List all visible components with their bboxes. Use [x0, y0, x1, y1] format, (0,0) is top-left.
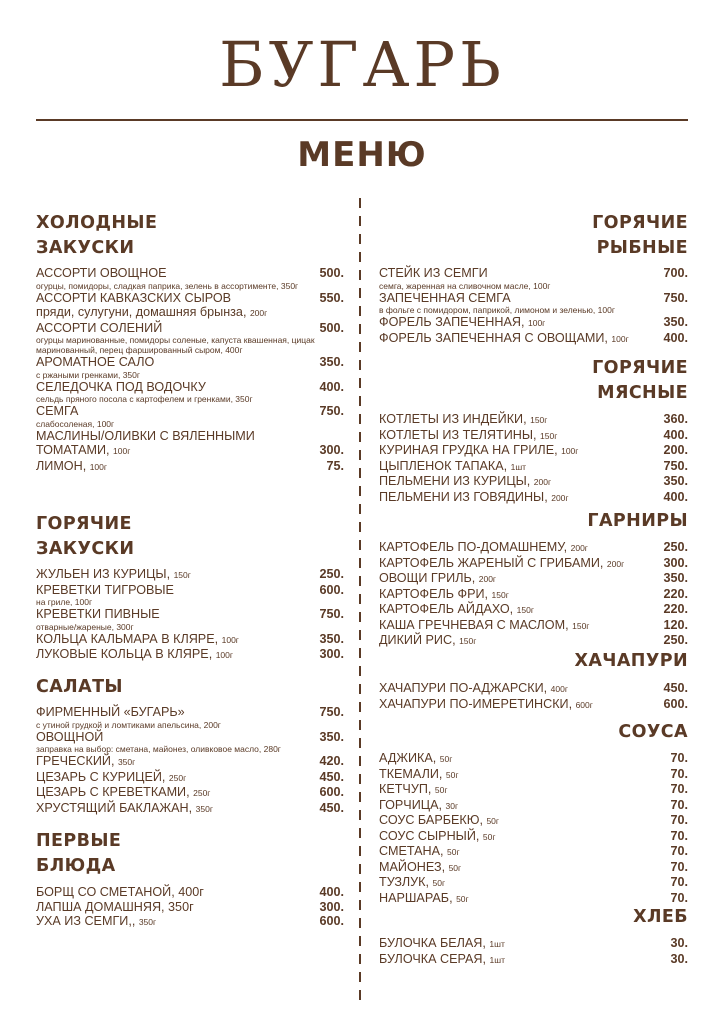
item-name: ЦЕЗАРЬ С КУРИЦЕЙ	[36, 769, 162, 784]
menu-item	[379, 587, 688, 603]
item-price: 75.	[326, 458, 344, 473]
item-size: 150г	[459, 636, 477, 646]
item-size: 50г	[439, 754, 453, 764]
item-size: 50г	[434, 785, 448, 795]
item-size: 350г	[117, 757, 136, 767]
menu-item	[36, 900, 344, 915]
section-title-hot-snacks: ГОРЯЧИЕ ЗАКУСКИ	[36, 514, 135, 559]
menu-item	[36, 321, 344, 356]
item-price: 300.	[319, 647, 344, 661]
item-name: ТУЗЛУК	[379, 875, 426, 889]
item-name-wrap: ГРЕЧЕСКИЙ, 350г	[36, 754, 136, 768]
item-name-wrap: КЕТЧУП, 50г	[379, 782, 448, 796]
item-size: 100г	[215, 650, 233, 660]
item-size: 200г	[533, 477, 552, 487]
item-name: СОУС СЫРНЫЙ	[379, 828, 476, 843]
item-price: 400.	[319, 885, 344, 899]
item-name-wrap: КАРТОФЕЛЬ ЖАРЕНЫЙ С ГРИБАМИ, 200г	[379, 555, 625, 570]
section-title-first-courses: ПЕРВЫЕ БЛЮДА	[36, 831, 122, 876]
item-price: 300.	[319, 899, 344, 914]
section-title-cold-snacks: ХОЛОДНЫЕ ЗАКУСКИ	[36, 213, 158, 258]
menu-item	[36, 754, 344, 770]
item-name: ЗАПЕЧЕННАЯ СЕМГА	[379, 290, 511, 305]
item-name-wrap: ТОМАТАМИ, 100г	[36, 443, 131, 457]
menu-item	[379, 782, 688, 798]
item-size: 50г	[448, 862, 462, 873]
items-hot-snacks	[36, 567, 344, 663]
item-price: 450.	[319, 769, 344, 784]
item-size: 1шт	[510, 461, 527, 472]
menu-item	[379, 443, 688, 459]
menu-item	[379, 633, 688, 649]
menu-item	[36, 914, 344, 930]
menu-item	[379, 813, 688, 829]
item-name-wrap: СМЕТАНА, 50г	[379, 844, 460, 858]
item-price: 400.	[663, 427, 688, 442]
item-size: 1шт	[489, 939, 505, 949]
menu-item	[379, 474, 688, 490]
item-name: БУЛОЧКА БЕЛАЯ	[379, 936, 483, 950]
item-name: ОВОЩИ ГРИЛЬ	[379, 571, 472, 585]
header-divider	[36, 119, 688, 121]
item-name-wrap	[36, 321, 162, 336]
menu-item	[379, 331, 688, 347]
items-first-courses	[36, 885, 344, 930]
brand-logo: БУГАРЬ	[219, 28, 505, 101]
item-name: ХАЧАПУРИ ПО-ИМЕРЕТИНСКИ	[379, 696, 569, 711]
items-khachapuri	[379, 681, 688, 712]
item-name: ПЕЛЬМЕНИ ИЗ КУРИЦЫ	[379, 474, 527, 488]
menu-item	[379, 266, 688, 291]
item-name-wrap	[36, 404, 78, 419]
item-description: на гриле, 100г	[36, 597, 93, 607]
item-name-wrap: БУЛОЧКА СЕРАЯ, 1шт	[379, 951, 505, 966]
item-description: в фольге с помидором, паприкой, лимоном и зеленью, 100г	[379, 305, 615, 315]
item-price: 750.	[663, 458, 688, 473]
item-name: КАША ГРЕЧНЕВАЯ С МАСЛОМ	[379, 617, 566, 632]
item-size: 150г	[516, 605, 534, 615]
item-name-wrap	[36, 900, 194, 915]
items-garnish	[379, 540, 688, 649]
items-hot-fish	[379, 266, 688, 346]
menu-item	[36, 404, 344, 429]
item-name-wrap	[36, 266, 167, 281]
item-price: 350.	[319, 355, 344, 369]
menu-item	[36, 647, 344, 663]
item-description: сельдь пряного посола с картофелем и гренками, 350г	[36, 394, 253, 404]
menu-item	[36, 380, 344, 405]
item-size: 150г	[540, 430, 558, 441]
menu-item	[36, 459, 344, 475]
item-name: БОРЩ СО СМЕТАНОЙ, 400г	[36, 885, 204, 899]
item-name-wrap: пряди, сулугуни, домашняя брынза, 200г	[36, 305, 268, 319]
item-size: 250г	[193, 788, 211, 798]
item-name-wrap: ПЕЛЬМЕНИ ИЗ ГОВЯДИНЫ, 200г	[379, 489, 569, 504]
menu-item	[379, 767, 688, 783]
menu-item	[379, 829, 688, 845]
item-description: семга, жаренная на сливочном масле, 100г	[379, 280, 551, 291]
menu-item	[36, 291, 344, 321]
menu-item	[36, 705, 344, 730]
item-price: 750.	[663, 290, 688, 305]
menu-item	[36, 885, 344, 900]
item-name: АССОРТИ ОВОЩНОЕ	[36, 266, 167, 280]
item-name: МАСЛИНЫ/ОЛИВКИ С ВЯЛЕННЫМИ	[36, 428, 255, 443]
item-name: АССОРТИ СОЛЕНИЙ	[36, 320, 163, 335]
menu-item	[36, 730, 344, 755]
item-name-wrap: ЛИМОН, 100г	[36, 458, 107, 473]
item-price: 300.	[663, 555, 688, 570]
item-name-wrap	[36, 885, 204, 900]
item-size: 100г	[561, 446, 579, 456]
item-size: 250г	[168, 772, 187, 783]
item-name: БУЛОЧКА СЕРАЯ	[379, 951, 483, 966]
menu-item	[379, 697, 688, 713]
item-name-wrap: ОВОЩИ ГРИЛЬ, 200г	[379, 571, 497, 585]
item-name: АССОРТИ КАВКАЗСКИХ СЫРОВ	[36, 290, 232, 305]
item-name-wrap: НАРШАРАБ, 50г	[379, 890, 469, 905]
item-description: заправка на выбор: сметана, майонез, оливковое масло, 280г	[36, 744, 281, 754]
item-price: 250.	[663, 540, 688, 554]
menu-item	[379, 315, 688, 331]
item-price: 70.	[670, 766, 688, 781]
item-price: 350.	[319, 729, 344, 744]
items-cold-snacks	[36, 266, 344, 474]
item-name-wrap: УХА ИЗ СЕМГИ,, 350г	[36, 914, 157, 928]
section-title-khachapuri: ХАЧАПУРИ	[574, 651, 688, 671]
item-name-wrap: ХАЧАПУРИ ПО-АДЖАРСКИ, 400г	[379, 681, 568, 695]
item-size: 350г	[138, 917, 157, 927]
item-price: 220.	[663, 602, 688, 616]
section-title-hot-meat: ГОРЯЧИЕ МЯСНЫЕ	[592, 358, 688, 403]
item-price: 350.	[663, 315, 688, 329]
item-size: 50г	[447, 847, 460, 857]
item-name-wrap	[36, 380, 206, 395]
item-name-wrap: КОЛЬЦА КАЛЬМАРА В КЛЯРЕ, 100г	[36, 631, 239, 646]
item-name-wrap: ТУЗЛУК, 50г	[379, 875, 446, 889]
item-size: 200г	[478, 574, 497, 584]
item-price: 600.	[319, 582, 344, 597]
menu-item	[379, 490, 688, 506]
menu-item	[379, 540, 688, 556]
item-description: с ржаными гренками, 350г	[36, 369, 140, 380]
item-price: 70.	[670, 813, 688, 827]
item-name-wrap: МАЙОНЕЗ, 50г	[379, 859, 462, 874]
item-description: слабосоленая, 100г	[36, 418, 115, 429]
item-name: КЕТЧУП	[379, 782, 428, 796]
item-price: 300.	[319, 443, 344, 457]
item-name-wrap: ЦЕЗАРЬ С КРЕВЕТКАМИ, 250г	[36, 785, 211, 799]
item-price: 750.	[319, 607, 344, 621]
item-size: 50г	[456, 893, 469, 904]
item-name-wrap	[379, 291, 511, 306]
item-name: УХА ИЗ СЕМГИ,	[36, 914, 132, 928]
item-name: КАРТОФЕЛЬ ЖАРЕНЫЙ С ГРИБАМИ	[379, 555, 600, 570]
section-title-sauces: СОУСА	[618, 722, 688, 742]
item-name: АРОМАТНОЕ САЛО	[36, 355, 155, 369]
item-name: КОЛЬЦА КАЛЬМАРА В КЛЯРЕ	[36, 631, 215, 646]
item-name: ЛИМОН	[36, 458, 83, 473]
item-price: 500.	[319, 266, 344, 280]
item-name: СМЕТАНА	[379, 844, 441, 858]
item-name: СТЕЙК ИЗ СЕМГИ	[379, 266, 488, 280]
item-name-wrap: СОУС СЫРНЫЙ, 50г	[379, 828, 496, 843]
menu-item	[379, 459, 688, 475]
item-price: 70.	[670, 890, 688, 905]
item-size: 200г	[551, 492, 569, 503]
menu-item	[379, 952, 688, 968]
item-name-wrap	[36, 607, 160, 622]
item-price: 70.	[670, 797, 688, 812]
item-name-wrap: ЛУКОВЫЕ КОЛЬЦА В КЛЯРЕ, 100г	[36, 647, 233, 661]
item-price: 750.	[319, 705, 344, 719]
item-name-wrap: ФОРЕЛЬ ЗАПЕЧЕННАЯ С ОВОЩАМИ, 100г	[379, 330, 629, 345]
item-name: ГРЕЧЕСКИЙ	[36, 754, 111, 768]
item-name-wrap: СОУС БАРБЕКЮ, 50г	[379, 813, 500, 827]
item-price: 600.	[319, 914, 344, 928]
item-name: НАРШАРАБ	[379, 890, 450, 905]
item-name: КРЕВЕТКИ ПИВНЫЕ	[36, 607, 160, 621]
item-price: 750.	[319, 404, 344, 418]
item-name-wrap	[36, 429, 255, 444]
item-size: 1шт	[489, 954, 505, 965]
item-price: 70.	[670, 844, 688, 858]
item-name: ЦЕЗАРЬ С КРЕВЕТКАМИ	[36, 785, 187, 799]
item-name-wrap	[379, 266, 488, 281]
item-price: 400.	[319, 379, 344, 394]
menu-item	[36, 801, 344, 817]
item-name-wrap: ХАЧАПУРИ ПО-ИМЕРЕТИНСКИ, 600г	[379, 696, 593, 711]
item-name-continued: пряди, сулугуни, домашняя брынза	[36, 305, 243, 319]
item-price: 350.	[663, 571, 688, 585]
item-price: 70.	[670, 782, 688, 796]
item-description: с утиной грудкой и ломтиками апельсина, 200г	[36, 719, 221, 730]
item-size: 200г	[570, 543, 588, 553]
item-name-continued: ТОМАТАМИ	[36, 443, 107, 457]
item-name: КАРТОФЕЛЬ АЙДАХО	[379, 602, 510, 616]
item-name-wrap: КАРТОФЕЛЬ ПО-ДОМАШНЕМУ, 200г	[379, 540, 588, 554]
item-price: 450.	[319, 800, 344, 815]
item-price: 400.	[663, 489, 688, 504]
item-description: огурцы, помидоры, сладкая паприка, зелень в ассортименте, 350г	[36, 280, 299, 291]
menu-item	[379, 571, 688, 587]
item-name-wrap: ЦЕЗАРЬ С КУРИЦЕЙ, 250г	[36, 769, 187, 784]
item-size: 100г	[113, 446, 131, 456]
item-price: 200.	[663, 443, 688, 457]
menu-item	[379, 412, 688, 428]
item-name: ХАЧАПУРИ ПО-АДЖАРСКИ	[379, 681, 544, 695]
item-price: 70.	[670, 859, 688, 874]
item-name: ПЕЛЬМЕНИ ИЗ ГОВЯДИНЫ	[379, 489, 545, 504]
menu-item	[36, 785, 344, 801]
item-size: 150г	[491, 589, 509, 600]
item-price: 70.	[670, 875, 688, 889]
item-name: ФОРЕЛЬ ЗАПЕЧЕННАЯ	[379, 315, 521, 329]
section-title-hot-fish: ГОРЯЧИЕ РЫБНЫЕ	[592, 213, 688, 258]
items-hot-meat	[379, 412, 688, 505]
item-description: огурцы маринованные, помидоры соленые, капуста квашенная, цицак маринованный, перец фаршированный сыром, 400г	[36, 335, 315, 355]
item-price: 350.	[663, 474, 688, 488]
item-name-wrap: ХРУСТЯЩИЙ БАКЛАЖАН, 350г	[36, 800, 213, 815]
item-size: 100г	[528, 318, 546, 328]
column-divider	[359, 198, 361, 1006]
menu-item	[36, 567, 344, 583]
item-size: 200г	[606, 558, 625, 569]
item-name: ЖУЛЬЕН ИЗ КУРИЦЫ	[36, 567, 167, 581]
item-name-wrap: БУЛОЧКА БЕЛАЯ, 1шт	[379, 936, 505, 950]
item-name-wrap: ГОРЧИЦА, 30г	[379, 797, 459, 812]
item-name: СЕМГА	[36, 404, 79, 418]
item-name: ОВОЩНОЙ	[36, 729, 104, 744]
item-size: 100г	[611, 333, 629, 344]
item-size: 50г	[445, 769, 459, 780]
item-name-wrap	[36, 355, 154, 370]
items-bread	[379, 936, 688, 967]
item-name-wrap	[36, 291, 231, 306]
menu-item	[379, 936, 688, 952]
item-price: 400.	[663, 330, 688, 345]
section-title-bread: ХЛЕБ	[633, 907, 688, 927]
menu-item	[379, 844, 688, 860]
menu-item	[36, 355, 344, 380]
menu-item	[379, 291, 688, 316]
item-name-wrap: ФОРЕЛЬ ЗАПЕЧЕННАЯ, 100г	[379, 315, 546, 329]
item-size: 600г	[575, 699, 593, 710]
section-title-salads: САЛАТЫ	[36, 677, 123, 697]
menu-item	[379, 860, 688, 876]
section-title-garnish: ГАРНИРЫ	[587, 511, 688, 531]
menu-item	[36, 632, 344, 648]
item-price: 420.	[319, 754, 344, 768]
item-price: 70.	[670, 751, 688, 765]
item-name: КОТЛЕТЫ ИЗ ТЕЛЯТИНЫ	[379, 427, 534, 442]
item-name: ЦЫПЛЕНОК ТАПАКА	[379, 458, 504, 473]
item-price: 500.	[319, 320, 344, 335]
menu-item	[36, 266, 344, 291]
item-price: 600.	[663, 696, 688, 711]
menu-item	[379, 428, 688, 444]
item-name: МАЙОНЕЗ	[379, 859, 442, 874]
item-name-wrap: КАРТОФЕЛЬ ФРИ, 150г	[379, 586, 509, 601]
item-size: 150г	[173, 570, 191, 580]
page-title: МЕНЮ	[297, 135, 427, 175]
item-name: КУРИНАЯ ГРУДКА НА ГРИЛЕ	[379, 443, 555, 457]
item-name: КАРТОФЕЛЬ ПО-ДОМАШНЕМУ	[379, 540, 564, 554]
item-price: 120.	[663, 617, 688, 632]
item-name: ХРУСТЯЩИЙ БАКЛАЖАН	[36, 800, 189, 815]
item-name-wrap	[36, 583, 174, 598]
menu-item	[379, 875, 688, 891]
item-name-wrap: КУРИНАЯ ГРУДКА НА ГРИЛЕ, 100г	[379, 443, 579, 457]
item-name: КАРТОФЕЛЬ ФРИ	[379, 586, 485, 601]
item-name: СЕЛЕДОЧКА ПОД ВОДОЧКУ	[36, 379, 206, 394]
item-price: 360.	[663, 412, 688, 426]
item-name-wrap: КОТЛЕТЫ ИЗ ИНДЕЙКИ, 150г	[379, 412, 548, 426]
item-name-wrap	[36, 730, 103, 745]
menu-item	[379, 751, 688, 767]
menu-item	[36, 770, 344, 786]
item-description: отварные/жареные, 300г	[36, 621, 134, 632]
item-name: ТКЕМАЛИ	[379, 766, 439, 781]
item-size: 150г	[530, 415, 548, 425]
menu-item	[379, 891, 688, 907]
menu-item	[36, 607, 344, 632]
item-price: 600.	[319, 785, 344, 799]
item-name: КОТЛЕТЫ ИЗ ИНДЕЙКИ	[379, 412, 524, 426]
menu-item	[379, 618, 688, 634]
item-size: 350г	[195, 803, 213, 814]
item-name: ЛУКОВЫЕ КОЛЬЦА В КЛЯРЕ	[36, 647, 209, 661]
item-price: 450.	[663, 681, 688, 695]
item-name-wrap: ДИКИЙ РИС, 150г	[379, 633, 477, 647]
item-size: 50г	[432, 878, 446, 888]
item-name: КРЕВЕТКИ ТИГРОВЫЕ	[36, 582, 174, 597]
item-name: ФОРЕЛЬ ЗАПЕЧЕННАЯ С ОВОЩАМИ	[379, 330, 605, 345]
items-salads	[36, 705, 344, 816]
items-sauces	[379, 751, 688, 906]
item-name: ФИРМЕННЫЙ «БУГАРЬ»	[36, 705, 185, 719]
menu-item	[379, 681, 688, 697]
item-name-wrap: ЦЫПЛЕНОК ТАПАКА, 1шт	[379, 458, 527, 473]
item-name-wrap: ТКЕМАЛИ, 50г	[379, 766, 459, 781]
menu-item	[379, 602, 688, 618]
item-name: ДИКИЙ РИС	[379, 633, 453, 647]
item-name-wrap: ЖУЛЬЕН ИЗ КУРИЦЫ, 150г	[36, 567, 191, 581]
item-price: 70.	[670, 828, 688, 843]
item-size: 50г	[486, 816, 500, 826]
item-name: ГОРЧИЦА	[379, 797, 439, 812]
item-size: 50г	[482, 831, 496, 842]
item-name: СОУС БАРБЕКЮ	[379, 813, 480, 827]
item-price: 700.	[663, 266, 688, 280]
item-name-wrap: КАША ГРЕЧНЕВАЯ С МАСЛОМ, 150г	[379, 617, 590, 632]
item-price: 220.	[663, 586, 688, 601]
item-price: 350.	[319, 631, 344, 646]
menu-item	[379, 556, 688, 572]
item-size: 100г	[89, 461, 107, 472]
item-name-wrap: ПЕЛЬМЕНИ ИЗ КУРИЦЫ, 200г	[379, 474, 552, 488]
item-name-wrap: КАРТОФЕЛЬ АЙДАХО, 150г	[379, 602, 534, 616]
menu-item	[36, 583, 344, 608]
menu-item	[36, 429, 344, 459]
item-name-wrap: АДЖИКА, 50г	[379, 751, 453, 765]
item-size: 400г	[550, 684, 568, 694]
item-price: 550.	[319, 290, 344, 305]
item-size: 150г	[572, 620, 590, 631]
item-size: 30г	[445, 800, 459, 811]
item-name: АДЖИКА	[379, 751, 433, 765]
item-name-wrap	[36, 705, 185, 720]
item-size: 200г	[249, 308, 268, 318]
item-price: 250.	[319, 567, 344, 581]
item-price: 250.	[663, 633, 688, 647]
menu-item	[379, 798, 688, 814]
item-price: 30.	[670, 936, 688, 950]
item-size: 100г	[221, 634, 239, 645]
item-price: 30.	[670, 951, 688, 966]
item-name-wrap: КОТЛЕТЫ ИЗ ТЕЛЯТИНЫ, 150г	[379, 427, 558, 442]
item-name: ЛАПША ДОМАШНЯЯ, 350г	[36, 899, 194, 914]
